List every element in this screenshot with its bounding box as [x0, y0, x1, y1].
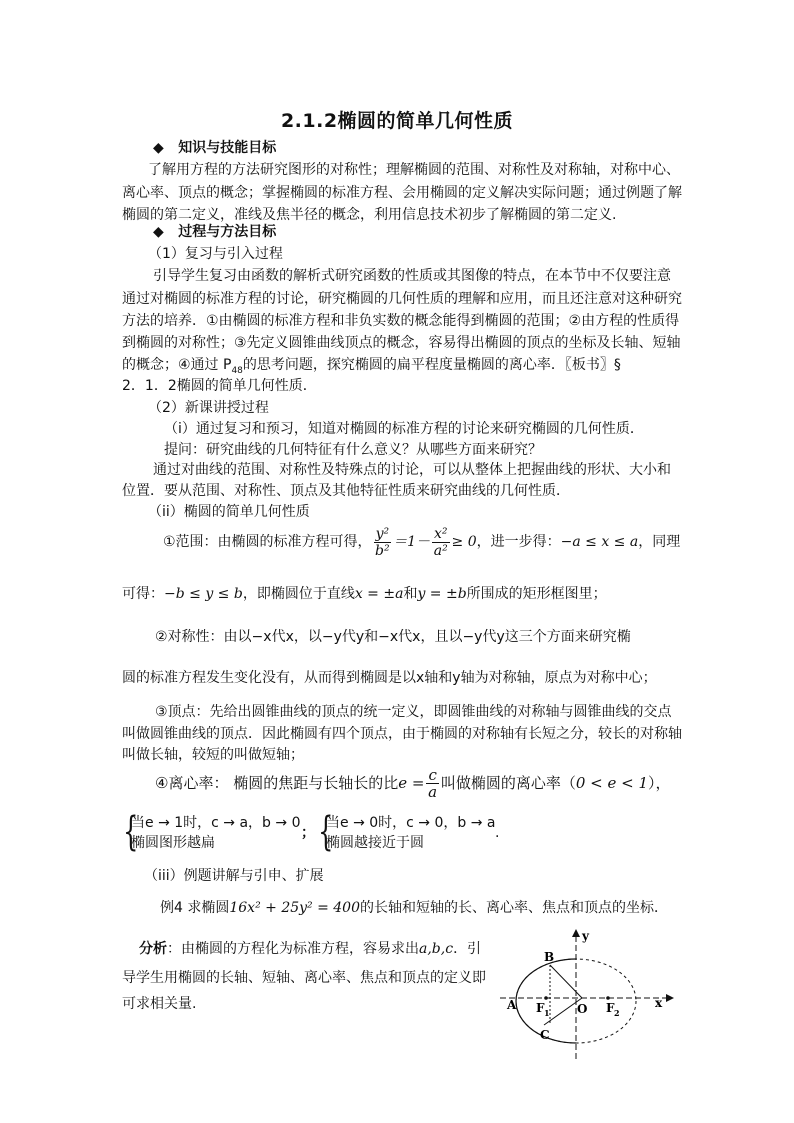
range-label: ①范围：由椭圆的标准方程可得， [163, 534, 372, 550]
y-eq: y = ±b [417, 586, 467, 602]
text: 的长轴和短轴的长、离心率、焦点和顶点的坐标． [360, 900, 669, 916]
left-brace-1: { [123, 809, 139, 855]
lecture-ii: （ii）椭圆的简单几何性质 [148, 504, 310, 520]
lecture-line-1: 通过对曲线的范围、对称性及特殊点的讨论，可以从整体上把握曲线的形状、大小和 [153, 462, 671, 478]
text: 所围成的矩形框图里； [466, 586, 607, 602]
label-x: x [655, 996, 663, 1010]
subsection-lecture-title: （2）新课讲授过程 [148, 400, 269, 416]
label-f2: F [606, 1001, 615, 1015]
vertex-line-3: 叫做长轴，较短的叫做短轴； [122, 747, 304, 763]
diamond-bullet-icon: ◆ [153, 224, 164, 240]
c-over-a [426, 767, 438, 800]
text: 和 [403, 586, 418, 602]
label-b: B [544, 950, 555, 964]
ellipse-figure [490, 925, 680, 1065]
lecture-question: 提问：研究曲线的几何特征有什么意义？从哪些方面来研究？ [164, 442, 542, 458]
label-f2-sub: 2 [614, 1008, 620, 1018]
case1-line-a: 当e → 1时，c → a，b → 0 [131, 815, 301, 831]
left-brace-2: { [318, 809, 334, 855]
section-knowledge-heading [153, 138, 276, 158]
subsection-review-title: （1）复习与引入过程 [148, 246, 283, 262]
label-a: A [507, 998, 517, 1012]
section-process-heading [153, 222, 276, 242]
section-heading-label: 知识与技能目标 [178, 140, 277, 156]
label-y: y [582, 929, 589, 943]
analysis-line-2: 导学生用椭圆的长轴、短轴、离心率、焦点和顶点的定义即 [122, 970, 486, 986]
ecc-tail: 叫做椭圆的离心率（ [440, 774, 576, 792]
y2-over-b2: $\frac{\text{y²}}{\text{b²}}$ [375, 525, 390, 559]
section-heading-label: 过程与方法目标 [178, 224, 277, 240]
analysis-line-1 [139, 939, 481, 959]
page-title: 2.1.2椭圆的简单几何性质 [280, 110, 514, 132]
x-eq: x = ±a [354, 586, 404, 602]
text: ．引 [453, 941, 482, 957]
symmetry-line-2: 圆的标准方程发生变化没有，从而得到椭圆是以x轴和y轴为对称轴，原点为对称中心； [122, 670, 657, 686]
ecc-e-eq: e = [398, 774, 425, 792]
range-same: ，同理 [638, 534, 681, 550]
segment-b-f [550, 965, 582, 998]
x-axis-arrow-icon [666, 994, 674, 1002]
text: 可得： [122, 586, 164, 602]
label-f1-sub: 1 [544, 1008, 550, 1018]
ecc-label: ④离心率： 椭圆的焦距与长轴长的比 [155, 774, 399, 792]
abc-vars: a,b,c [419, 941, 454, 957]
x2-over-a2: $\frac{\text{x²}}{\text{a²}}$ [433, 525, 448, 559]
range-after: ，进一步得： [476, 534, 561, 550]
eccentricity-line [155, 766, 671, 800]
ecc-close: ）， [648, 774, 671, 792]
range-line-2 [122, 584, 607, 604]
example-4 [160, 898, 668, 918]
review-line-1: 引导学生复习由函数的解析式研究函数的性质或其图像的特点，在本节中不仅要注意 [153, 268, 671, 284]
ecc-num: c [428, 766, 437, 784]
vertex-line-1: ③顶点：先给出圆锥曲线的顶点的统一定义，即圆锥曲线的对称轴与圆锥曲线的交点 [155, 704, 672, 720]
range-geq: ≥ 0 [451, 534, 477, 550]
analysis-line-3: 可求相关量. [122, 996, 197, 1012]
semicolon: ； [301, 825, 315, 841]
label-o: O [577, 1002, 588, 1016]
text: ，即椭圆位于直线 [242, 586, 355, 602]
review-line-3: 方法的培养．①由椭圆的标准方程和非负实数的概念能得到椭圆的范围；②由方程的性质得 [122, 313, 680, 329]
range-x-ineq: −a ≤ x ≤ a [560, 534, 639, 550]
knowledge-line-3: 椭圆的第二定义，准线及焦半径的概念，利用信息技术初步了解椭圆的第二定义. [122, 207, 617, 223]
analysis-label: 分析 [139, 941, 167, 957]
review-line-4: 到椭圆的对称性；③先定义圆锥曲线顶点的概念，容易得出椭圆的顶点的坐标及长轴、短轴 [122, 335, 681, 351]
range-eq: ＝1－ [393, 534, 431, 550]
lecture-i: （i）通过复习和预习，知道对椭圆的标准方程的讨论来研究椭圆的几何性质． [164, 421, 644, 437]
range-line-1 [163, 525, 680, 559]
ecc-den: a [428, 783, 438, 801]
lecture-line-2: 位置．要从范围、对称性、顶点及其他特征性质来研究曲线的几何性质． [122, 483, 570, 499]
review-line-2: 通过对椭圆的标准方程的讨论，研究椭圆的几何性质的理解和应用，而且还注意对这种研究 [122, 291, 682, 307]
label-c: C [540, 1028, 550, 1042]
focus-f2-dot [606, 996, 610, 1000]
example-equation: 16x² + 25y² = 400 [229, 900, 361, 916]
diamond-bullet-icon: ◆ [153, 140, 164, 156]
knowledge-line-1: 了解用方程的方法研究图形的对称性；理解椭圆的范围、对称性及对称轴，对称中心、 [148, 162, 680, 178]
case2-line-b: 椭圆越接近于圆 [326, 835, 424, 851]
ecc-range: 0 < e < 1 [575, 774, 649, 792]
review-line-5b: 的思考问题，探究椭圆的扁平程度量椭圆的离心率．〖板书〗§ [242, 357, 621, 373]
focus-f1-dot [544, 996, 548, 1000]
vertex-line-2: 叫做圆锥曲线的顶点．因此椭圆有四个顶点，由于椭圆的对称轴有长短之分，较长的对称轴 [122, 726, 682, 742]
page-subscript: 48 [231, 365, 243, 376]
review-line-6: 2．1．2椭圆的简单几何性质． [122, 378, 317, 394]
knowledge-line-2: 离心率、顶点的概念；掌握椭圆的标准方程、会用椭圆的定义解决实际问题；通过例题了解 [122, 185, 682, 201]
label-f1: F [536, 1001, 545, 1015]
case-period: . [495, 825, 500, 841]
case1-line-b: 椭圆图形越扁 [131, 835, 215, 851]
range-y-ineq: −b ≤ y ≤ b [164, 586, 243, 602]
symmetry-line-1: ②对称性：由以−x代x，以−y代y和−x代x，且以−y代y这三个方面来研究椭 [155, 629, 631, 645]
case2-line-a: 当e → 0时，c → 0，b → a [326, 815, 496, 831]
review-line-5a: 的概念；④通过 P [122, 357, 232, 373]
text: 例4 求椭圆 [160, 900, 230, 916]
text: ：由椭圆的方程化为标准方程，容易求出 [167, 941, 419, 957]
subsection-example-title: （iii）例题讲解与引申、扩展 [144, 868, 324, 884]
y-axis-arrow-icon [572, 929, 580, 937]
